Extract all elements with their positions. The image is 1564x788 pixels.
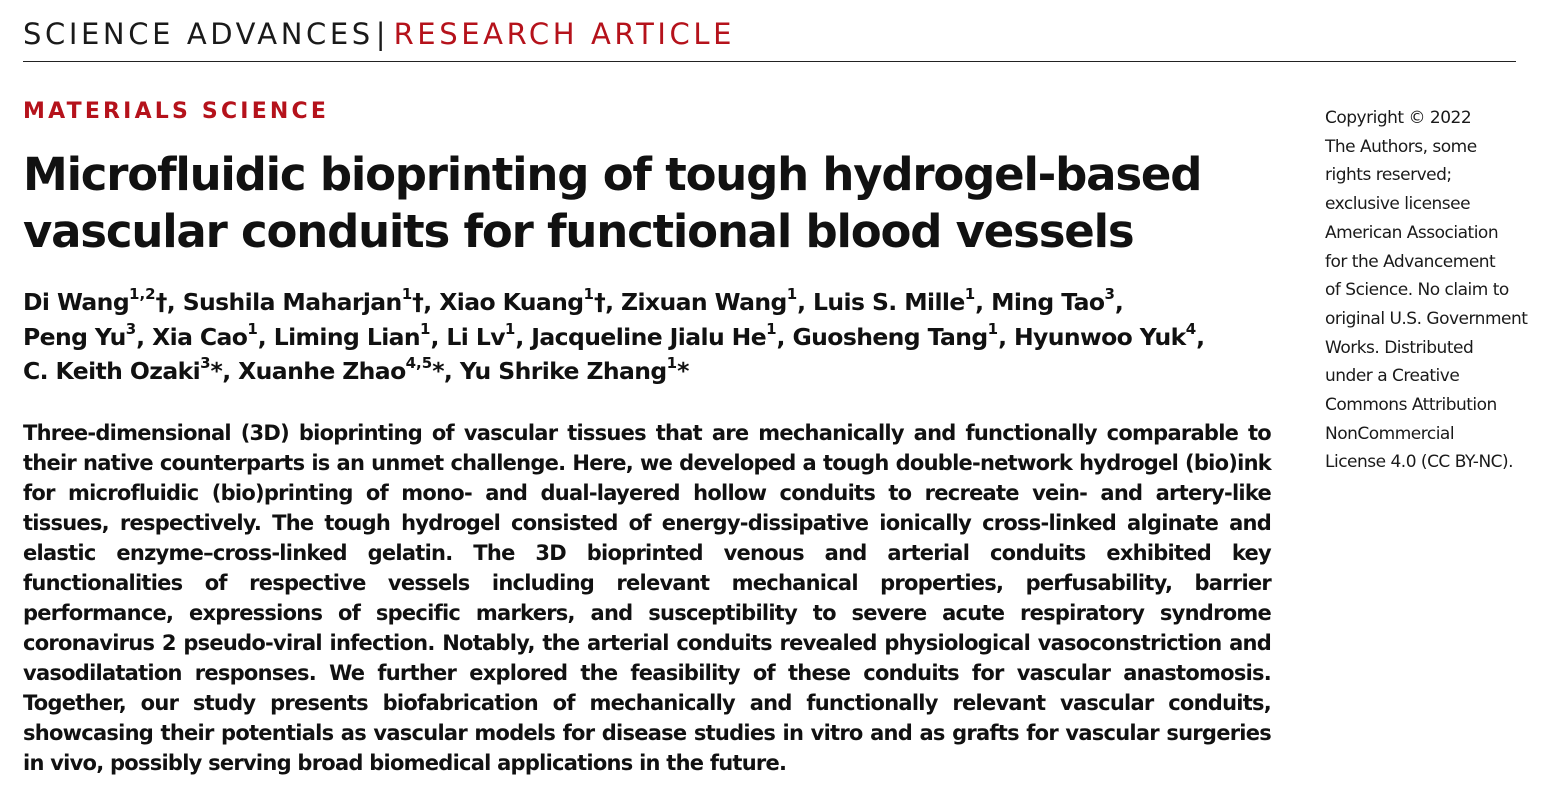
author-affiliation: 4,5 (405, 354, 433, 372)
copyright-line: original U.S. Government (1325, 308, 1528, 329)
title-line: Microfluidic bioprinting of tough hydrogel-based (23, 148, 1202, 201)
author-affiliation: 3 (200, 354, 211, 372)
author-note-mark: * (210, 357, 223, 385)
copyright-line: rights reserved; (1325, 165, 1452, 186)
author-note-mark: † (412, 288, 424, 316)
author-name: Xiao Kuang (439, 288, 584, 316)
copyright-line: exclusive licensee (1325, 194, 1471, 215)
copyright-line: of Science. No claim to (1325, 280, 1509, 301)
author-name: Yu Shrike Zhang (459, 357, 667, 385)
author: Xuanhe Zhao$^{4,5}$*, (238, 354, 453, 385)
copyright-line: for the Advancement (1325, 251, 1496, 272)
copyright-notice (1325, 104, 1528, 477)
author: Luis S. Mille$^1$, (813, 285, 984, 316)
author-affiliation: 1 (987, 319, 999, 338)
journal-name: SCIENCE ADVANCES (23, 17, 374, 51)
author: Guosheng Tang$^1$, (792, 319, 1007, 351)
author-note-mark: * (432, 357, 444, 385)
header-separator: | (375, 17, 386, 51)
copyright-line: License 4.0 (CC BY-NC). (1325, 452, 1514, 473)
author: Jacqueline Jialu He$^1$, (531, 319, 785, 351)
author-note-mark: † (593, 288, 606, 316)
abstract-text: Three-dimensional (3D) bioprinting of vascular tissues that are mechanically and functionally comparable to their native counterparts is an unmet challenge. Here, we developed a tough double-network hydrogel (bio)ink for microfluidic (bio)printing of mono- and dual-layered hollow conduits to recreate vein- and artery-like tissues, respectively. The tough hydrogel consisted of energy-dissipative ionically cross-linked alginate and elastic enzyme–cross-linked gelatin. The 3D bioprinted venous and arterial conduits exhibited key functionalities of respective vessels including relevant mechanical properties, perfusability, barrier performance, expressions of specific markers, and susceptibility to severe acute respiratory syndrome coronavirus 2 pseudo-viral infection. Notably, the arterial conduits revealed physiological vasoconstriction and vasodilatation responses. We further explored the feasibility of these conduits for vascular anastomosis. Together, our study presents biofabrication of mechanically and functionally relevant vascular conduits, showcasing their potentials as vascular models for disease studies in vitro and as grafts for vascular surgeries in vivo, possibly serving broad biomedical applications in the future. (23, 421, 1271, 775)
author: Li Lv$^1$, (446, 319, 524, 351)
author: Di Wang$^{1,2}$†, (23, 285, 176, 316)
article-type: RESEARCH ARTICLE (393, 17, 736, 51)
author-name: Xuanhe Zhao (238, 357, 406, 385)
title-line: vascular conduits for functional blood vessels (23, 205, 1134, 258)
author-name: Di Wang (23, 288, 130, 316)
author-name: Zixuan Wang (621, 288, 787, 316)
author-name: Xia Cao (152, 322, 248, 351)
copyright-line: Commons Attribution (1325, 395, 1497, 416)
subject-category: MATERIALS SCIENCE (23, 99, 330, 124)
author: Sushila Maharjan$^1$†, (182, 285, 432, 316)
author-affiliation: 1,2 (129, 285, 156, 303)
copyright-line: Copyright © 2022 (1325, 108, 1472, 128)
author-name: Peng Yu (23, 322, 126, 351)
author-affiliation: 3 (1104, 285, 1115, 303)
author-affiliation: 4 (1185, 319, 1197, 338)
author: Peng Yu$^3$, (23, 319, 145, 351)
author-name: Hyunwoo Yuk (1013, 322, 1186, 351)
author-note-mark: † (155, 288, 167, 316)
author (459, 354, 689, 385)
author-note-mark: * (677, 357, 689, 385)
author-affiliation: 1 (401, 285, 413, 303)
author-name: Liming Lian (273, 322, 421, 351)
author: Ming Tao$^3$, (991, 285, 1124, 316)
author: Zixuan Wang$^1$, (621, 285, 806, 316)
author-name: C. Keith Ozaki (23, 357, 201, 385)
author-name: Sushila Maharjan (182, 288, 402, 316)
author-affiliation: 1 (964, 285, 976, 303)
author-affiliation: 1 (766, 319, 777, 338)
author-affiliation: 1 (786, 285, 798, 303)
copyright-line: NonCommercial (1325, 423, 1455, 444)
copyright-line: The Authors, some (1325, 136, 1477, 157)
author: C. Keith Ozaki$^3$*, (23, 354, 231, 385)
author-affiliation: 1 (247, 319, 258, 338)
copyright-line: American Association (1325, 222, 1499, 243)
author-name: Guosheng Tang (792, 322, 988, 351)
author: Hyunwoo Yuk$^4$, (1013, 319, 1205, 351)
author: Xiao Kuang$^1$†, (439, 285, 614, 316)
author-affiliation: 1 (420, 319, 431, 338)
copyright-line: Works. Distributed (1325, 337, 1474, 358)
author-affiliation: 1 (666, 354, 678, 372)
copyright-line: under a Creative (1325, 366, 1460, 387)
author-name: Jacqueline Jialu He (531, 322, 767, 351)
journal-header (23, 14, 1516, 62)
author-affiliation: 1 (583, 285, 594, 303)
author-name: Li Lv (446, 322, 505, 351)
author-name: Ming Tao (991, 288, 1105, 316)
author-affiliation: 1 (504, 319, 516, 338)
author: Liming Lian$^1$, (273, 319, 439, 351)
author: Xia Cao$^1$, (152, 319, 267, 351)
article-title (23, 146, 1223, 260)
author-list (23, 285, 1283, 389)
author-affiliation: 3 (125, 319, 137, 338)
author-name: Luis S. Mille (813, 288, 965, 316)
